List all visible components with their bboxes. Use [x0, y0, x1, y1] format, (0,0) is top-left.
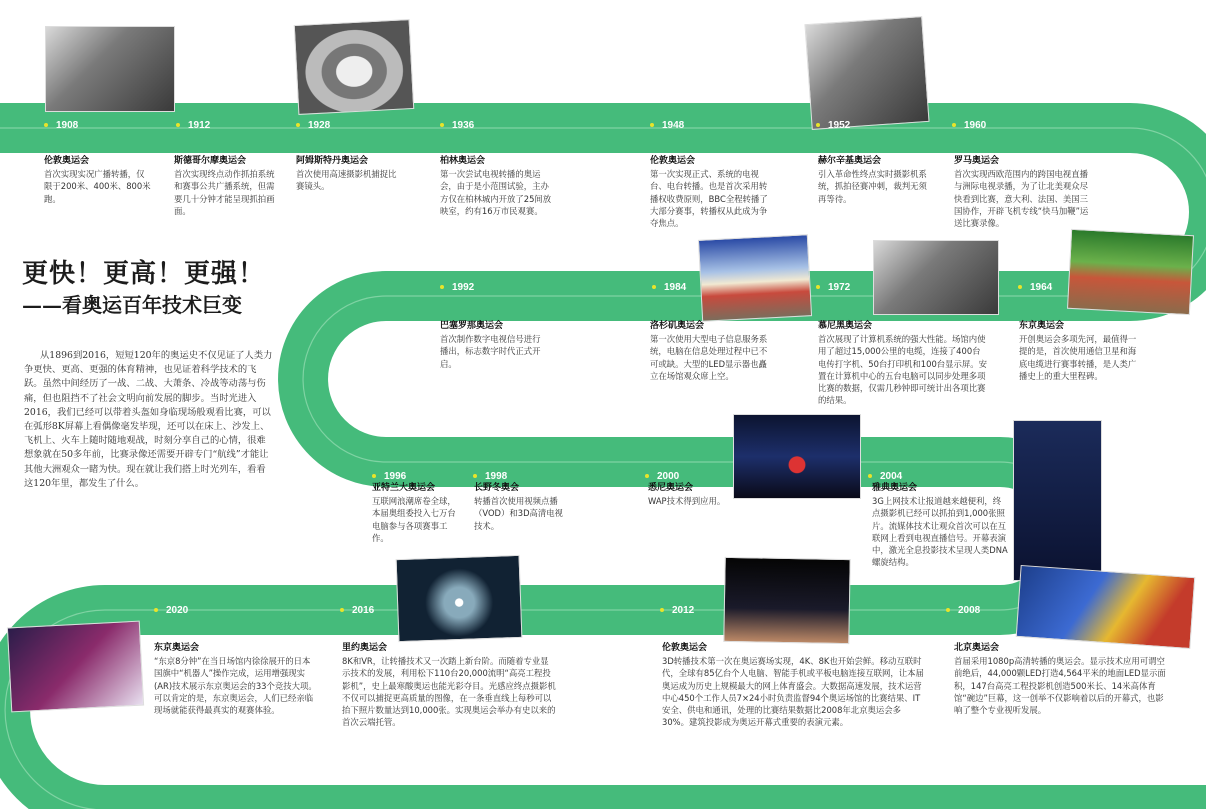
- year-dot-icon: [816, 285, 820, 289]
- event-title: 伦敦奥运会: [650, 156, 696, 166]
- event-1948: [650, 155, 774, 229]
- page-subtitle: ——看奥运百年技术巨变: [22, 293, 242, 317]
- event-text: 3G上网技术让报道越来越便利，终点摄影机已经可以抓拍到1,000张照片。流媒体技术让观众首次可以在互联网上看到电视直播信号。开幕表演中，激光全息投影技术呈现人类DNA螺旋结构。: [872, 496, 1008, 568]
- event-1912: [174, 155, 278, 217]
- event-text: 首次实现实况广播转播，仅限于200米、400米、800米跑。: [44, 169, 151, 204]
- event-2000: [648, 482, 748, 507]
- photo-1908: [45, 26, 175, 112]
- event-1936: [440, 155, 552, 217]
- year-dot-icon: [650, 123, 654, 127]
- year-dot-icon: [660, 608, 664, 612]
- event-text: 首次展现了计算机系统的强大性能。场馆内使用了超过15,000公里的电缆，连接了400台电传打字机、50台打印机和100台显示屏。安置在计算机中心的五台电脑可以同步处理多项比赛的数据，仅需几秒钟即可统计出各项比赛的结果。: [818, 334, 988, 406]
- photo-2016: [396, 555, 523, 642]
- photo-2000: [733, 414, 861, 499]
- event-1964: [1019, 320, 1139, 382]
- event-text: 首次使用高速摄影机捕捉比赛镜头。: [296, 169, 397, 192]
- year-dot-icon: [372, 474, 376, 478]
- event-title: 洛杉矶奥运会: [650, 321, 705, 331]
- event-title: 北京奥运会: [954, 643, 1000, 653]
- event-text: 8K和VR，让转播技术又一次踏上新台阶。而随着专业显示技术的发展，利用松下110台20,000流明“高亮工程投影机”，史上最寒酸奥运也能光彩夺目。光感应终点摄影机不仅可以捕捉更高质量的图像，在一条垂直线上每秒可以抬下照片数量达到10,000张。实现奥运会举办有史以来的首次云端托管。: [342, 656, 556, 728]
- event-1960: [954, 155, 1094, 229]
- event-1972: [818, 320, 988, 406]
- photo-2020: [7, 621, 144, 713]
- event-2004: [872, 482, 1008, 568]
- year-label-1972: 1972: [816, 282, 850, 293]
- year-label-1908: 1908: [44, 120, 78, 131]
- event-1908: [44, 155, 152, 205]
- year-dot-icon: [1018, 285, 1022, 289]
- photo-2008: [1016, 565, 1196, 649]
- year-label-1960: 1960: [952, 120, 986, 131]
- event-title: 伦敦奥运会: [662, 643, 708, 653]
- event-text: 转播首次使用视频点播（VOD）和3D高清电视技术。: [474, 496, 564, 531]
- event-2020: [154, 642, 318, 716]
- event-text: 首次实现终点动作抓拍系统和赛事公共广播系统，但需要几十分钟才能呈现抓拍画面。: [174, 169, 275, 216]
- year-label-1964: 1964: [1018, 282, 1052, 293]
- event-title: 罗马奥运会: [954, 156, 1000, 166]
- photo-1952: [804, 16, 929, 130]
- year-label-1936: 1936: [440, 120, 474, 131]
- event-text: 第一次使用大型电子信息服务系统，电脑在信息处理过程中已不可或缺。大型的LED显示器也矗立在场馆观众席上空。: [650, 334, 768, 381]
- event-text: 引入革命性终点实时摄影机系统，抓拍径赛冲刺，裁判无须再等待。: [818, 169, 927, 204]
- event-text: 首次实现西欧范围内的跨国电视直播与洲际电视录播，为了让北美观众尽快看到比赛，意大利、法国、美国三国协作，开辟飞机专线“快马加鞭”运送比赛录像。: [954, 169, 1089, 229]
- year-dot-icon: [44, 123, 48, 127]
- event-2016: [342, 642, 556, 728]
- year-dot-icon: [952, 123, 956, 127]
- year-dot-icon: [645, 474, 649, 478]
- event-title: 慕尼黑奥运会: [818, 321, 873, 331]
- event-title: 雅典奥运会: [872, 483, 918, 493]
- event-text: 第一次实现正式、系统的电视台、电台转播。也是首次采用转播权收费原则，BBC全程转播了大部分赛事，转播权从此成为争夺焦点。: [650, 169, 768, 229]
- page-title: 更快！更高！更强！: [22, 259, 266, 289]
- event-text: 第一次尝试电视转播的奥运会，由于是小范围试验，主办方仅在柏林城内开放了25间放映室，约有16万市民观赛。: [440, 169, 552, 216]
- event-title: 柏林奥运会: [440, 156, 486, 166]
- event-1998: [474, 482, 564, 532]
- year-label-1952: 1952: [816, 120, 850, 131]
- year-label-2008: 2008: [946, 605, 980, 616]
- event-title: 巴塞罗那奥运会: [440, 321, 504, 331]
- year-label-2000: 2000: [645, 471, 679, 482]
- year-dot-icon: [440, 123, 444, 127]
- year-dot-icon: [154, 608, 158, 612]
- intro-paragraph: 从1896到2016，短短120年的奥运史不仅见证了人类力争更快、更高、更强的体育精神，也见证着科学技术的飞跃。虽然中间经历了一战、二战、大萧条、冷战等动荡与伤痛，但也阻挡不了社会文明向前发展的脚步。当时光进入2016，我们已经可以带着头盔如身临现场般观看比赛，可以在弧形8K屏幕上看偶像毫发毕现，还可以在床上、沙发上、飞机上、火车上随时随地观战，时刻分享自己的心情，很难想象就在50多年前，比赛录像还需要开辟专门“航线”才能让其他大洲观众一睹为快。现在就让我们搭上时光列车，看看这120年里，都发生了什么。: [24, 350, 273, 489]
- event-1952: [818, 155, 930, 205]
- year-label-2012: 2012: [660, 605, 694, 616]
- event-text: 首次制作数字电视信号进行播出，标志数字时代正式开启。: [440, 334, 541, 369]
- event-1996: [372, 482, 464, 544]
- year-label-2020: 2020: [154, 605, 188, 616]
- event-1928: [296, 155, 402, 193]
- photo-2004: [1013, 420, 1102, 581]
- year-label-1912: 1912: [176, 120, 210, 131]
- year-dot-icon: [652, 285, 656, 289]
- year-label-1998: 1998: [473, 471, 507, 482]
- year-dot-icon: [946, 608, 950, 612]
- year-dot-icon: [868, 474, 872, 478]
- photo-2012: [723, 557, 850, 644]
- event-title: 亚特兰大奥运会: [372, 483, 436, 493]
- event-text: 首届采用1080p高清转播的奥运会。显示技术应用可谓空前绝后，44,000颗LED打造4,564平米的地面LED显示面积，147台高亮工程投影机创造500米长、14米高体育馆“碗边”巨幕，这一创举不仅影响着以后的开幕式，也影响了整个专业视听发展。: [954, 656, 1166, 716]
- photo-1964: [1067, 229, 1194, 315]
- year-label-2016: 2016: [340, 605, 374, 616]
- page-heading: [22, 257, 282, 319]
- year-dot-icon: [440, 285, 444, 289]
- event-title: 长野冬奥会: [474, 483, 520, 493]
- year-dot-icon: [473, 474, 477, 478]
- year-dot-icon: [296, 123, 300, 127]
- year-label-1996: 1996: [372, 471, 406, 482]
- photo-1972: [873, 240, 999, 315]
- event-title: 赫尔辛基奥运会: [818, 156, 882, 166]
- year-dot-icon: [816, 123, 820, 127]
- year-label-1948: 1948: [650, 120, 684, 131]
- year-label-1992: 1992: [440, 282, 474, 293]
- event-title: 斯德哥尔摩奥运会: [174, 156, 247, 166]
- year-dot-icon: [176, 123, 180, 127]
- event-title: 悉尼奥运会: [648, 483, 694, 493]
- event-2008: [954, 642, 1168, 716]
- event-1984: [650, 320, 774, 382]
- event-title: 东京奥运会: [154, 643, 200, 653]
- event-text: 开创奥运会多项先河，最值得一提的是，首次使用通信卫星和海底电缆进行赛事转播，是人类广播史上的重大里程碑。: [1019, 334, 1137, 381]
- event-text: 3D转播技术第一次在奥运赛场实现，4K、8K也开始尝鲜。移动互联时代，全球有85亿台个人电脑、智能手机或平板电脑连接互联网，让本届奥运成为历史上规模最大的网上体育盛会。大数据高速发展，技术运营中心450个工作人员7×24小时负责监督94个奥运场馆的比赛结果、IT安全、供电和通讯，处理的比赛结果数据比2008年北京奥运会多30%。建筑投影成为奥运开幕式重要的表演元素。: [662, 656, 924, 728]
- event-title: 伦敦奥运会: [44, 156, 90, 166]
- year-label-1984: 1984: [652, 282, 686, 293]
- photo-1984: [698, 234, 812, 322]
- event-title: 东京奥运会: [1019, 321, 1065, 331]
- photo-1928: [294, 19, 415, 115]
- year-label-2004: 2004: [868, 471, 902, 482]
- event-text: WAP技术得到应用。: [648, 496, 726, 507]
- event-1992: [440, 320, 544, 370]
- year-dot-icon: [340, 608, 344, 612]
- event-title: 里约奥运会: [342, 643, 388, 653]
- event-2012: [662, 642, 924, 728]
- event-text: “东京8分钟”在当日场馆内徐徐展开的日本国旗中“机器人”操作完成，运用增强现实(AR)技术展示东京奥运会的33个竞技大项。可以肯定的是，东京奥运会，人们已经亲临现场就能获得最真实的观赛体验。: [154, 656, 317, 716]
- event-text: 互联网浪潮席卷全球，本届奥组委投入七万台电脑参与各项赛事工作。: [372, 496, 456, 543]
- year-label-1928: 1928: [296, 120, 330, 131]
- event-title: 阿姆斯特丹奥运会: [296, 156, 369, 166]
